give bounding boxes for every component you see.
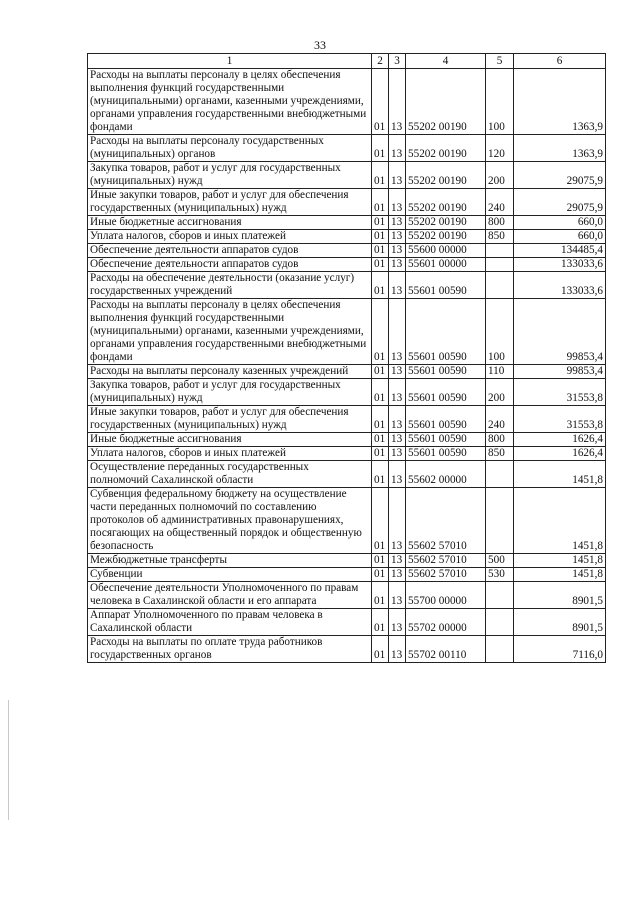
amount-cell: 133033,6 [514, 272, 606, 299]
subsection-code-cell: 13 [389, 406, 406, 433]
expense-type-code-cell: 240 [486, 189, 514, 216]
subsection-code-cell: 13 [389, 162, 406, 189]
amount-cell: 660,0 [514, 216, 606, 230]
subsection-code-cell: 13 [389, 379, 406, 406]
target-article-code-cell: 55602 57010 [406, 554, 486, 568]
subsection-code-cell: 13 [389, 135, 406, 162]
scan-edge-mark [8, 700, 9, 820]
target-article-code-cell: 55202 00190 [406, 216, 486, 230]
item-name-cell: Уплата налогов, сборов и иных платежей [88, 447, 372, 461]
target-article-code-cell: 55202 00190 [406, 189, 486, 216]
subsection-code-cell: 13 [389, 189, 406, 216]
page-number: 33 [314, 38, 326, 52]
section-code-cell: 01 [372, 258, 389, 272]
subsection-code-cell: 13 [389, 568, 406, 582]
item-name-cell: Расходы на выплаты персоналу государственных (муниципальных) органов [88, 135, 372, 162]
amount-cell: 7116,0 [514, 636, 606, 663]
amount-cell: 1626,4 [514, 447, 606, 461]
item-name-cell: Иные закупки товаров, работ и услуг для обеспечения государственных (муниципальных) нужд [88, 189, 372, 216]
target-article-code-cell: 55202 00190 [406, 162, 486, 189]
section-code-cell: 01 [372, 554, 389, 568]
item-name-cell: Расходы на выплаты персоналу казенных учреждений [88, 365, 372, 379]
expense-type-code-cell [486, 244, 514, 258]
section-code-cell: 01 [372, 216, 389, 230]
subsection-code-cell: 13 [389, 299, 406, 365]
item-name-cell: Обеспечение деятельности аппаратов судов [88, 244, 372, 258]
subsection-code-cell: 13 [389, 636, 406, 663]
section-code-cell: 01 [372, 609, 389, 636]
expense-type-code-cell: 200 [486, 162, 514, 189]
amount-cell: 1363,9 [514, 69, 606, 135]
item-name-cell: Аппарат Уполномоченного по правам человека в Сахалинской области [88, 609, 372, 636]
amount-cell: 8901,5 [514, 609, 606, 636]
expense-type-code-cell: 200 [486, 379, 514, 406]
section-code-cell: 01 [372, 406, 389, 433]
amount-cell: 29075,9 [514, 189, 606, 216]
section-code-cell: 01 [372, 433, 389, 447]
amount-cell: 133033,6 [514, 258, 606, 272]
amount-cell: 31553,8 [514, 406, 606, 433]
item-name-cell: Межбюджетные трансферты [88, 554, 372, 568]
table-row [88, 488, 606, 554]
section-code-cell: 01 [372, 299, 389, 365]
expense-type-code-cell [486, 636, 514, 663]
target-article-code-cell: 55601 00590 [406, 365, 486, 379]
target-article-code-cell: 55601 00590 [406, 447, 486, 461]
table-row [88, 379, 606, 406]
target-article-code-cell: 55601 00590 [406, 406, 486, 433]
expense-type-code-cell: 120 [486, 135, 514, 162]
subsection-code-cell: 13 [389, 244, 406, 258]
expense-type-code-cell: 100 [486, 69, 514, 135]
amount-cell: 99853,4 [514, 365, 606, 379]
item-name-cell: Иные закупки товаров, работ и услуг для обеспечения государственных (муниципальных) нужд [88, 406, 372, 433]
subsection-code-cell: 13 [389, 609, 406, 636]
item-name-cell: Осуществление переданных государственных полномочий Сахалинской области [88, 461, 372, 488]
item-name-cell: Расходы на выплаты персоналу в целях обеспечения выполнения функций государственными (муниципальными) органами, казенными учреждениями, органами управления государственными внебюджетными фондами [88, 69, 372, 135]
table-row [88, 365, 606, 379]
table-row [88, 406, 606, 433]
section-code-cell: 01 [372, 162, 389, 189]
amount-cell: 99853,4 [514, 299, 606, 365]
subsection-code-cell: 13 [389, 488, 406, 554]
budget-table [87, 53, 606, 663]
item-name-cell: Расходы на выплаты по оплате труда работников государственных органов [88, 636, 372, 663]
item-name-cell: Уплата налогов, сборов и иных платежей [88, 230, 372, 244]
amount-cell: 31553,8 [514, 379, 606, 406]
amount-cell: 1451,8 [514, 461, 606, 488]
table-row [88, 554, 606, 568]
column-header-vr: 5 [486, 54, 514, 69]
subsection-code-cell: 13 [389, 365, 406, 379]
item-name-cell: Закупка товаров, работ и услуг для государственных (муниципальных) нужд [88, 379, 372, 406]
amount-cell: 660,0 [514, 230, 606, 244]
target-article-code-cell: 55601 00590 [406, 299, 486, 365]
subsection-code-cell: 13 [389, 582, 406, 609]
expense-type-code-cell: 800 [486, 216, 514, 230]
section-code-cell: 01 [372, 272, 389, 299]
target-article-code-cell: 55602 57010 [406, 488, 486, 554]
target-article-code-cell: 55700 00000 [406, 582, 486, 609]
amount-cell: 1451,8 [514, 554, 606, 568]
expense-type-code-cell: 500 [486, 554, 514, 568]
section-code-cell: 01 [372, 488, 389, 554]
target-article-code-cell: 55202 00190 [406, 230, 486, 244]
amount-cell: 1363,9 [514, 135, 606, 162]
column-header-rz: 2 [372, 54, 389, 69]
column-header-csr: 4 [406, 54, 486, 69]
target-article-code-cell: 55601 00590 [406, 379, 486, 406]
amount-cell: 134485,4 [514, 244, 606, 258]
section-code-cell: 01 [372, 461, 389, 488]
table-body [88, 69, 606, 663]
column-header-sum: 6 [514, 54, 606, 69]
item-name-cell: Иные бюджетные ассигнования [88, 216, 372, 230]
target-article-code-cell: 55202 00190 [406, 69, 486, 135]
subsection-code-cell: 13 [389, 554, 406, 568]
target-article-code-cell: 55602 00000 [406, 461, 486, 488]
target-article-code-cell: 55601 00000 [406, 258, 486, 272]
expense-type-code-cell [486, 272, 514, 299]
table-row [88, 299, 606, 365]
section-code-cell: 01 [372, 244, 389, 258]
subsection-code-cell: 13 [389, 433, 406, 447]
section-code-cell: 01 [372, 365, 389, 379]
expense-type-code-cell [486, 461, 514, 488]
subsection-code-cell: 13 [389, 272, 406, 299]
expense-type-code-cell [486, 609, 514, 636]
subsection-code-cell: 13 [389, 258, 406, 272]
section-code-cell: 01 [372, 568, 389, 582]
section-code-cell: 01 [372, 379, 389, 406]
table-row [88, 258, 606, 272]
table-row [88, 69, 606, 135]
expense-type-code-cell: 100 [486, 299, 514, 365]
table-row [88, 135, 606, 162]
expense-type-code-cell [486, 258, 514, 272]
table-row [88, 433, 606, 447]
amount-cell: 29075,9 [514, 162, 606, 189]
table-row [88, 461, 606, 488]
amount-cell: 1451,8 [514, 568, 606, 582]
section-code-cell: 01 [372, 230, 389, 244]
target-article-code-cell: 55600 00000 [406, 244, 486, 258]
subsection-code-cell: 13 [389, 216, 406, 230]
section-code-cell: 01 [372, 447, 389, 461]
target-article-code-cell: 55202 00190 [406, 135, 486, 162]
table-row [88, 244, 606, 258]
subsection-code-cell: 13 [389, 461, 406, 488]
table-row [88, 609, 606, 636]
target-article-code-cell: 55602 57010 [406, 568, 486, 582]
item-name-cell: Обеспечение деятельности Уполномоченного по правам человека в Сахалинской области и его аппарата [88, 582, 372, 609]
expense-type-code-cell: 850 [486, 447, 514, 461]
column-header-name: 1 [88, 54, 372, 69]
target-article-code-cell: 55601 00590 [406, 272, 486, 299]
amount-cell: 1451,8 [514, 488, 606, 554]
item-name-cell: Субвенции [88, 568, 372, 582]
table-row [88, 162, 606, 189]
expense-type-code-cell [486, 582, 514, 609]
table-row [88, 216, 606, 230]
table-row [88, 189, 606, 216]
column-header-pr: 3 [389, 54, 406, 69]
expense-type-code-cell [486, 488, 514, 554]
expense-type-code-cell: 110 [486, 365, 514, 379]
table-row [88, 568, 606, 582]
table-row [88, 272, 606, 299]
section-code-cell: 01 [372, 189, 389, 216]
section-code-cell: 01 [372, 69, 389, 135]
target-article-code-cell: 55702 00000 [406, 609, 486, 636]
subsection-code-cell: 13 [389, 230, 406, 244]
expense-type-code-cell: 800 [486, 433, 514, 447]
expense-type-code-cell: 850 [486, 230, 514, 244]
table-row [88, 447, 606, 461]
header-row [88, 54, 606, 69]
table-row [88, 230, 606, 244]
subsection-code-cell: 13 [389, 69, 406, 135]
target-article-code-cell: 55601 00590 [406, 433, 486, 447]
table-row [88, 582, 606, 609]
amount-cell: 1626,4 [514, 433, 606, 447]
table-row [88, 636, 606, 663]
section-code-cell: 01 [372, 582, 389, 609]
item-name-cell: Субвенция федеральному бюджету на осуществление части переданных полномочий по составлению протоколов об административных правонарушениях, посягающих на общественный порядок и общественную безопасность [88, 488, 372, 554]
expense-type-code-cell: 240 [486, 406, 514, 433]
expense-type-code-cell: 530 [486, 568, 514, 582]
item-name-cell: Обеспечение деятельности аппаратов судов [88, 258, 372, 272]
item-name-cell: Закупка товаров, работ и услуг для государственных (муниципальных) нужд [88, 162, 372, 189]
item-name-cell: Расходы на обеспечение деятельности (оказание услуг) государственных учреждений [88, 272, 372, 299]
section-code-cell: 01 [372, 135, 389, 162]
subsection-code-cell: 13 [389, 447, 406, 461]
item-name-cell: Расходы на выплаты персоналу в целях обеспечения выполнения функций государственными (муниципальными) органами, казенными учреждениями, органами управления государственными внебюджетными фондами [88, 299, 372, 365]
item-name-cell: Иные бюджетные ассигнования [88, 433, 372, 447]
amount-cell: 8901,5 [514, 582, 606, 609]
target-article-code-cell: 55702 00110 [406, 636, 486, 663]
section-code-cell: 01 [372, 636, 389, 663]
